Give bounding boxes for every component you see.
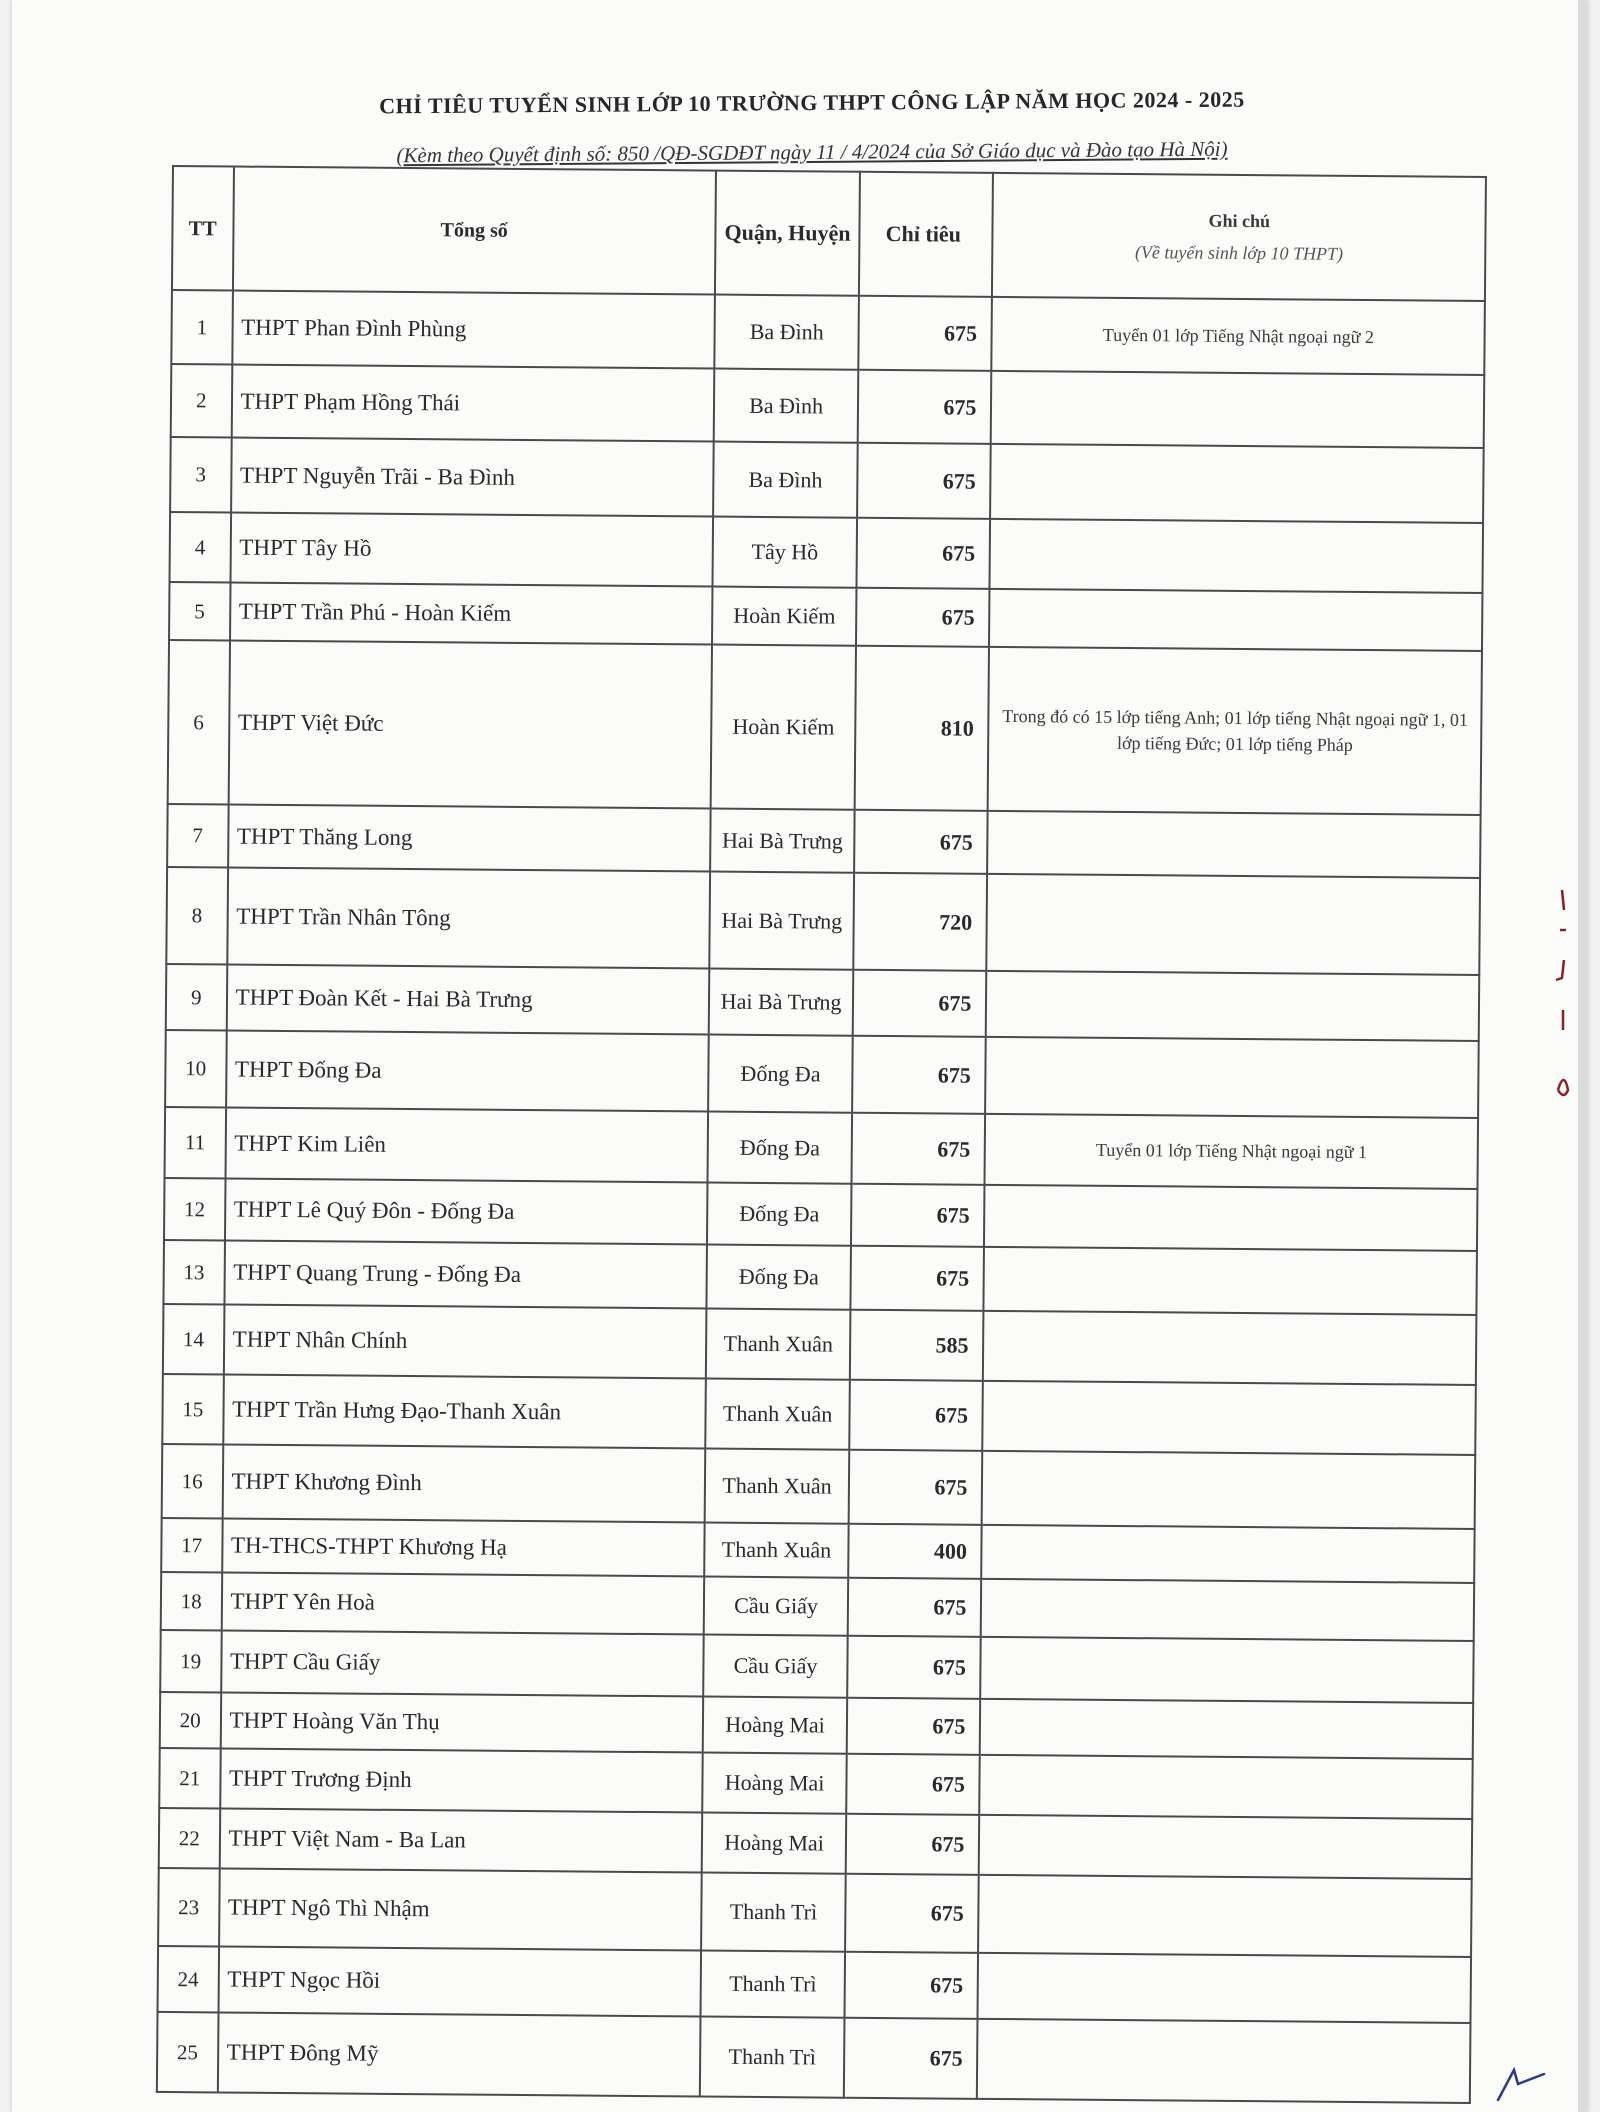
row-district: Đống Đa: [707, 1183, 852, 1246]
row-note: [980, 1755, 1473, 1819]
row-note: [986, 1037, 1479, 1118]
table-row: [162, 1374, 1476, 1455]
row-note: [979, 1815, 1472, 1879]
row-school-name: THPT Trần Nhân Tông: [227, 867, 710, 968]
row-quota: 675: [852, 1113, 986, 1185]
row-school-name: THPT Quang Trung - Đống Đa: [224, 1240, 707, 1308]
row-tt: 19: [160, 1630, 221, 1693]
row-tt: 18: [161, 1572, 222, 1631]
row-school-name: THPT Nguyễn Trãi - Ba Đình: [231, 438, 714, 517]
table-header-row: [172, 166, 1486, 301]
row-district: Đống Đa: [707, 1112, 852, 1184]
row-quota: 675: [847, 1698, 981, 1755]
row-district: Thanh Trì: [700, 1950, 845, 2017]
row-district: Hai Bà Trưng: [709, 872, 854, 970]
table-row: [162, 1444, 1476, 1529]
row-district: Thanh Trì: [700, 2016, 845, 2097]
table-row: [157, 2012, 1471, 2103]
table-row: [163, 1240, 1476, 1315]
row-district: Hai Bà Trưng: [710, 809, 855, 873]
row-tt: 7: [167, 804, 228, 868]
row-district: Hoàn Kiếm: [711, 645, 857, 810]
table-row: [158, 1946, 1472, 2023]
row-school-name: THPT Kim Liên: [225, 1107, 708, 1182]
row-note: [977, 2019, 1470, 2103]
margin-marks: [1550, 880, 1574, 1120]
header-note-label: Ghi chú: [1208, 210, 1271, 232]
document-title: CHỈ TIÊU TUYỂN SINH LỚP 10 TRƯỜNG THPT CÔNG LẬP NĂM HỌC 2024 - 2025: [379, 86, 1245, 119]
table-row: [164, 1178, 1477, 1251]
row-school-name: THPT Đông Mỹ: [217, 2012, 700, 2096]
row-quota: 675: [849, 1450, 983, 1525]
row-note: Tuyển 01 lớp Tiếng Nhật ngoại ngữ 1: [985, 1114, 1478, 1189]
row-district: Hoàng Mai: [703, 1697, 848, 1754]
row-quota: 675: [846, 1754, 980, 1815]
row-tt: 1: [171, 290, 232, 365]
row-quota: 720: [854, 873, 988, 971]
row-tt: 9: [166, 964, 227, 1031]
header-name: Tổng số: [232, 167, 715, 295]
row-district: Ba Đình: [714, 295, 859, 370]
row-note: [991, 371, 1484, 448]
row-note: [984, 1247, 1477, 1315]
document-page: [12, 0, 1588, 2112]
table-row: [158, 1868, 1472, 1957]
row-school-name: THPT Nhân Chính: [223, 1304, 706, 1378]
row-school-name: THPT Khương Đình: [222, 1444, 705, 1522]
row-quota: 675: [857, 443, 991, 519]
row-quota: 675: [859, 296, 993, 371]
row-tt: 10: [165, 1030, 226, 1108]
table-row: [168, 640, 1482, 815]
table-row: [165, 1030, 1479, 1118]
signature-mark: [1492, 2060, 1552, 2104]
row-district: Đống Đa: [708, 1035, 853, 1113]
table-row: [170, 437, 1484, 523]
row-district: Cầu Giấy: [704, 1577, 849, 1636]
table-row: [161, 1572, 1474, 1641]
row-note: [990, 519, 1483, 593]
row-quota: 675: [846, 1814, 980, 1875]
row-quota: 675: [852, 1036, 986, 1114]
row-school-name: THPT Trương Định: [220, 1748, 703, 1812]
row-district: Thanh Xuân: [705, 1379, 850, 1450]
row-school-name: THPT Yên Hoà: [221, 1572, 704, 1634]
row-district: Thanh Xuân: [704, 1523, 849, 1578]
row-tt: 16: [162, 1444, 223, 1519]
row-district: Hai Bà Trưng: [709, 969, 854, 1036]
document-subtitle-text: (Kèm theo Quyết định số: 850 /QĐ-SGDĐT ngày 11 / 4/2024 của Sở Giáo dục và Đào tạo Hà Nội): [396, 136, 1228, 168]
row-tt: 23: [158, 1868, 219, 1947]
row-note: Tuyển 01 lớp Tiếng Nhật ngoại ngữ 2: [992, 297, 1485, 375]
table-row: [169, 582, 1482, 651]
row-school-name: THPT Thăng Long: [228, 804, 711, 871]
row-school-name: THPT Phạm Hồng Thái: [231, 365, 714, 442]
row-note: [986, 971, 1479, 1041]
table-row: [159, 1808, 1472, 1879]
row-quota: 675: [851, 1184, 985, 1247]
row-note: [981, 1579, 1474, 1641]
row-school-name: THPT Trần Phú - Hoàn Kiếm: [230, 583, 713, 645]
admission-quota-table: [156, 165, 1487, 2104]
table-row: [171, 290, 1485, 375]
table-row: [159, 1748, 1472, 1819]
row-tt: 2: [171, 364, 232, 438]
row-tt: 21: [159, 1748, 220, 1809]
row-school-name: THPT Lê Quý Đôn - Đống Đa: [225, 1178, 708, 1244]
header-tt: TT: [172, 166, 234, 291]
row-tt: 3: [170, 437, 231, 513]
row-tt: 25: [157, 2012, 218, 2093]
row-quota: 675: [858, 370, 992, 444]
header-note: [992, 173, 1486, 301]
row-school-name: THPT Cầu Giấy: [221, 1630, 704, 1696]
row-note: [978, 1953, 1471, 2023]
table-row: [165, 1107, 1479, 1189]
row-school-name: THPT Trần Hưng Đạo-Thanh Xuân: [223, 1374, 706, 1448]
row-district: Hoàng Mai: [702, 1812, 847, 1873]
row-note: [981, 1637, 1474, 1703]
row-tt: 20: [160, 1692, 221, 1749]
row-school-name: THPT Đống Đa: [226, 1030, 709, 1111]
row-school-name: THPT Hoàng Văn Thụ: [220, 1692, 703, 1752]
table-row: [160, 1630, 1473, 1703]
row-note: [987, 874, 1480, 975]
row-tt: 5: [169, 582, 230, 641]
document-subtitle: [212, 135, 1412, 169]
row-tt: 11: [165, 1107, 226, 1179]
row-note: [988, 811, 1481, 878]
row-note: [982, 1451, 1475, 1529]
row-school-name: THPT Tây Hồ: [230, 513, 713, 587]
table-row: [171, 364, 1485, 448]
row-tt: 13: [163, 1240, 224, 1305]
table-row: [163, 1304, 1477, 1385]
row-note: [983, 1311, 1476, 1385]
header-note-sub: (Về tuyển sinh lớp 10 THPT): [1134, 242, 1344, 264]
row-tt: 4: [170, 512, 231, 583]
table-row: [167, 804, 1480, 878]
table-row: [170, 512, 1484, 593]
row-district: Cầu Giấy: [703, 1635, 848, 1698]
row-school-name: THPT Việt Đức: [228, 640, 712, 808]
row-note: [979, 1875, 1472, 1957]
row-tt: 14: [163, 1304, 224, 1375]
row-district: Ba Đình: [713, 442, 858, 518]
row-district: Tây Hồ: [712, 517, 857, 588]
row-note: [984, 1185, 1477, 1251]
row-quota: 675: [848, 1578, 982, 1637]
row-tt: 12: [164, 1178, 225, 1241]
row-district: Đống Đa: [706, 1245, 851, 1310]
row-tt: 22: [159, 1808, 220, 1869]
row-note: [991, 444, 1484, 523]
row-quota: 675: [845, 1952, 979, 2019]
row-tt: 24: [158, 1946, 219, 2013]
row-quota: 675: [847, 1636, 981, 1699]
row-quota: 675: [850, 1380, 984, 1451]
row-tt: 15: [162, 1374, 223, 1445]
header-district: Quận, Huyện: [715, 171, 860, 296]
row-district: Thanh Xuân: [705, 1449, 850, 1524]
row-school-name: THPT Phan Đình Phùng: [232, 291, 715, 369]
header-quota: Chỉ tiêu: [859, 172, 993, 297]
row-quota: 675: [851, 1246, 985, 1311]
row-tt: 17: [161, 1518, 222, 1573]
row-quota: 810: [855, 646, 990, 811]
row-district: Hoàng Mai: [702, 1753, 847, 1814]
row-quota: 585: [850, 1310, 984, 1381]
row-note: [980, 1699, 1473, 1759]
row-quota: 675: [845, 1874, 979, 1953]
row-district: Thanh Trì: [701, 1872, 846, 1951]
row-school-name: TH-THCS-THPT Khương Hạ: [222, 1518, 705, 1576]
row-school-name: THPT Ngô Thì Nhậm: [219, 1868, 702, 1950]
row-tt: 8: [166, 867, 227, 965]
row-district: Ba Đình: [714, 369, 859, 443]
row-quota: 675: [857, 518, 991, 589]
table-row: [166, 867, 1480, 975]
row-district: Hoàn Kiếm: [712, 587, 857, 646]
row-school-name: THPT Việt Nam - Ba Lan: [219, 1808, 702, 1872]
row-quota: 400: [848, 1524, 982, 1579]
row-school-name: THPT Đoàn Kết - Hai Bà Trưng: [226, 964, 709, 1034]
row-quota: 675: [844, 2018, 978, 2099]
row-note: [983, 1381, 1476, 1455]
row-note: [982, 1525, 1475, 1583]
row-tt: 6: [168, 640, 230, 805]
row-school-name: THPT Ngọc Hồi: [218, 1946, 701, 2016]
row-note: [989, 589, 1482, 651]
page-edge: [1578, 0, 1588, 2112]
row-district: Thanh Xuân: [706, 1309, 851, 1380]
row-quota: 675: [853, 970, 987, 1037]
table-body: [157, 290, 1485, 2103]
row-quota: 675: [854, 810, 988, 874]
table-row: [166, 964, 1480, 1041]
row-note: Trong đó có 15 lớp tiếng Anh; 01 lớp tiếng Nhật ngoại ngữ 1, 01 lớp tiếng Đức; 01 lớp tiếng Pháp: [988, 647, 1482, 815]
row-quota: 675: [856, 588, 990, 647]
